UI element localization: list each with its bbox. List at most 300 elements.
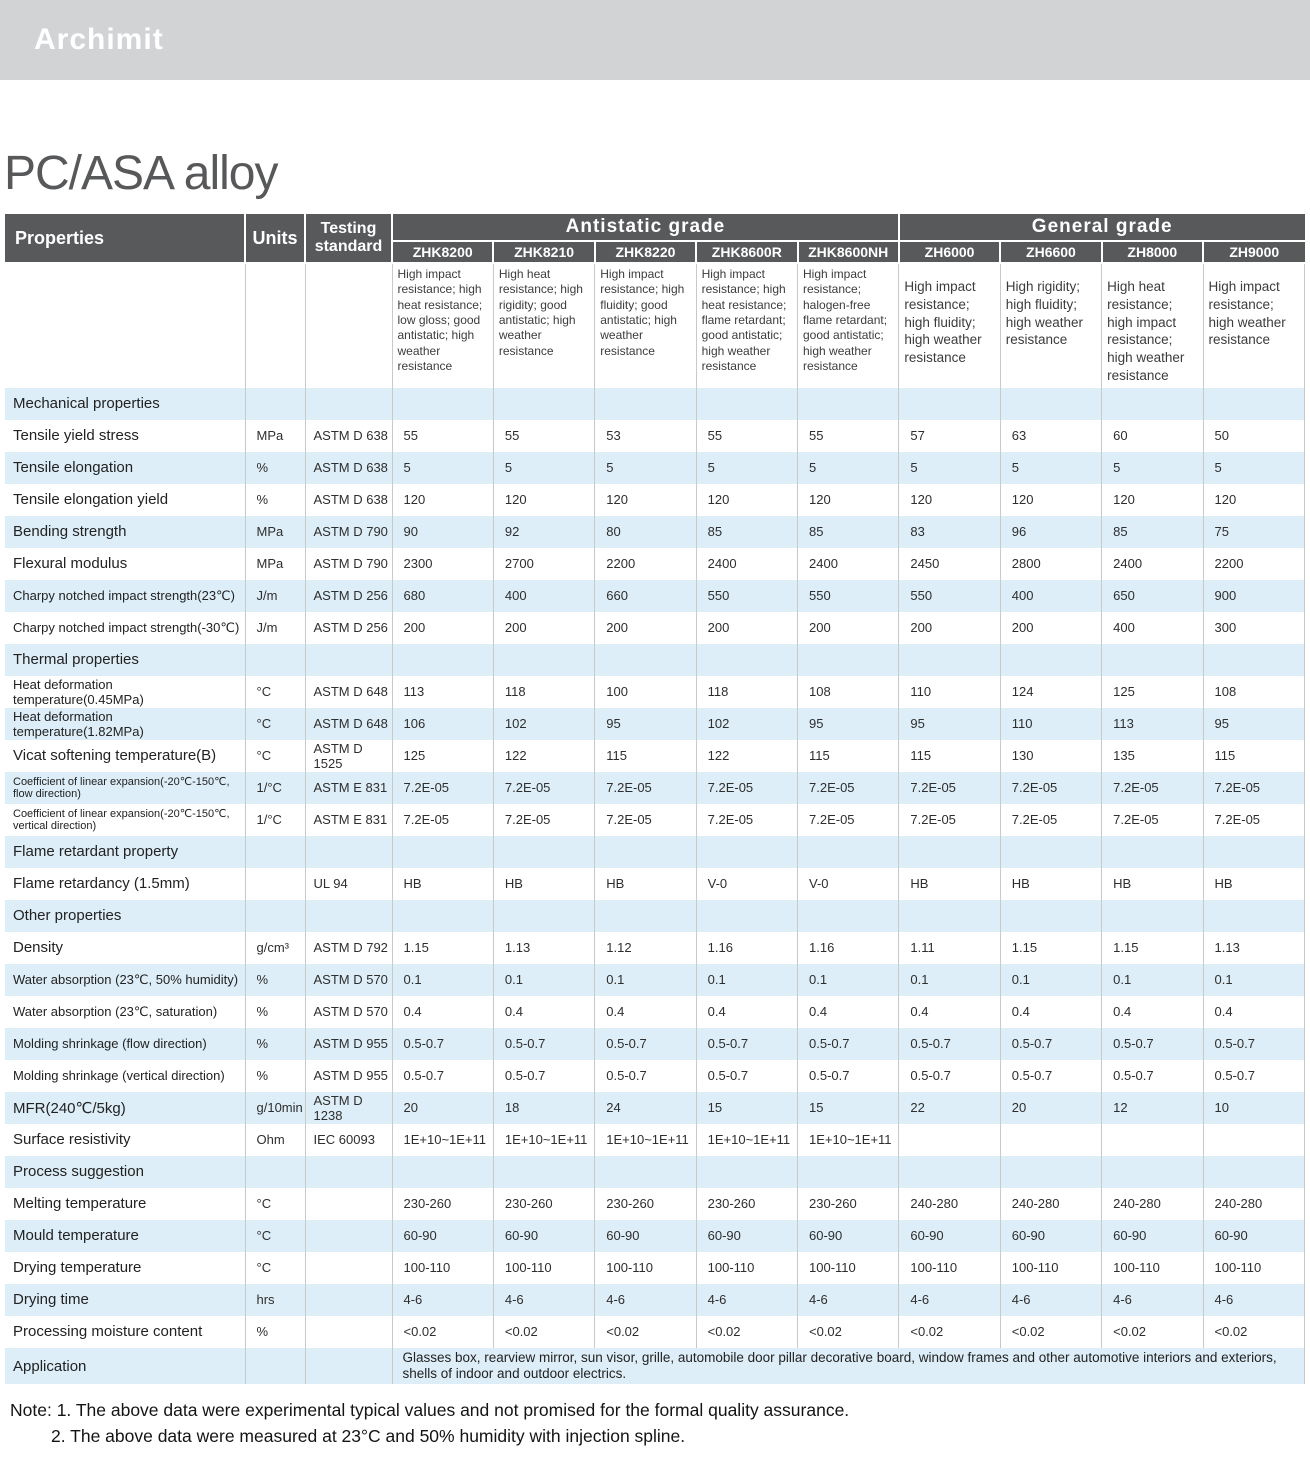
- value-cell: 2450: [899, 548, 1000, 580]
- value-cell: 0.5-0.7: [798, 1060, 899, 1092]
- empty-cell: [305, 388, 392, 420]
- value-cell: 7.2E-05: [696, 772, 797, 804]
- value-cell: 4-6: [798, 1284, 899, 1316]
- standard-cell: IEC 60093: [305, 1124, 392, 1156]
- empty-cell: [392, 644, 493, 676]
- product-column-header: ZH8000: [1102, 241, 1203, 263]
- product-column-header: ZH6600: [1000, 241, 1101, 263]
- value-cell: 96: [1000, 516, 1101, 548]
- standard-cell: ASTM D 638: [305, 452, 392, 484]
- value-cell: 0.5-0.7: [392, 1028, 493, 1060]
- col-header-testing-standard: Testing standard: [305, 214, 392, 263]
- value-cell: 7.2E-05: [798, 772, 899, 804]
- value-cell: 660: [595, 580, 696, 612]
- section-label: Process suggestion: [5, 1156, 245, 1188]
- value-cell: 7.2E-05: [392, 804, 493, 836]
- property-cell: Charpy notched impact strength(-30℃): [5, 612, 245, 644]
- value-cell: 5: [392, 452, 493, 484]
- value-cell: 115: [595, 740, 696, 772]
- value-cell: 60-90: [1000, 1220, 1101, 1252]
- property-cell: Bending strength: [5, 516, 245, 548]
- empty-cell: [899, 1156, 1000, 1188]
- value-cell: 95: [595, 708, 696, 740]
- value-cell: 7.2E-05: [1203, 804, 1305, 836]
- empty-cell: [1000, 1156, 1101, 1188]
- value-cell: 200: [493, 612, 594, 644]
- value-cell: 12: [1102, 1092, 1203, 1124]
- value-cell: 5: [1000, 452, 1101, 484]
- empty-cell: [595, 644, 696, 676]
- value-cell: 120: [1000, 484, 1101, 516]
- product-column-header: ZHK8220: [595, 241, 696, 263]
- value-cell: 50: [1203, 420, 1305, 452]
- empty-cell: [305, 900, 392, 932]
- property-cell: Water absorption (23℃, 50% humidity): [5, 964, 245, 996]
- value-cell: 2200: [1203, 548, 1305, 580]
- empty-cell: [245, 1156, 305, 1188]
- empty-cell: [1102, 836, 1203, 868]
- empty-cell: [1000, 388, 1101, 420]
- value-cell: <0.02: [493, 1316, 594, 1348]
- value-cell: 240-280: [1000, 1188, 1101, 1220]
- value-cell: 7.2E-05: [1102, 804, 1203, 836]
- empty-cell: [899, 388, 1000, 420]
- table-row: [5, 420, 1305, 452]
- value-cell: 1E+10~1E+11: [696, 1124, 797, 1156]
- empty-cell: [1203, 1156, 1305, 1188]
- value-cell: 7.2E-05: [595, 804, 696, 836]
- section-row: [5, 900, 1305, 932]
- value-cell: 5: [493, 452, 594, 484]
- value-cell: 60-90: [1102, 1220, 1203, 1252]
- empty-cell: [1000, 900, 1101, 932]
- value-cell: 2400: [798, 548, 899, 580]
- standard-cell: ASTM D 1525: [305, 740, 392, 772]
- value-cell: 108: [1203, 676, 1305, 708]
- value-cell: 20: [1000, 1092, 1101, 1124]
- value-cell: 900: [1203, 580, 1305, 612]
- value-cell: 4-6: [1102, 1284, 1203, 1316]
- value-cell: 680: [392, 580, 493, 612]
- unit-cell: %: [245, 964, 305, 996]
- value-cell: 2200: [595, 548, 696, 580]
- section-row: [5, 1156, 1305, 1188]
- value-cell: 1.12: [595, 932, 696, 964]
- property-cell: Drying temperature: [5, 1252, 245, 1284]
- product-column-header: ZHK8200: [392, 241, 493, 263]
- value-cell: 7.2E-05: [595, 772, 696, 804]
- value-cell: 4-6: [696, 1284, 797, 1316]
- value-cell: 240-280: [1102, 1188, 1203, 1220]
- property-cell: Heat deformation temperature(1.82MPa): [5, 708, 245, 740]
- value-cell: HB: [1102, 868, 1203, 900]
- standard-cell: ASTM E 831: [305, 772, 392, 804]
- property-cell: Flexural modulus: [5, 548, 245, 580]
- value-cell: 130: [1000, 740, 1101, 772]
- value-cell: 200: [899, 612, 1000, 644]
- value-cell: 100-110: [493, 1252, 594, 1284]
- unit-cell: g/cm³: [245, 932, 305, 964]
- value-cell: 0.5-0.7: [1000, 1028, 1101, 1060]
- value-cell: 1.16: [798, 932, 899, 964]
- table-row: [5, 1092, 1305, 1124]
- standard-cell: ASTM D 638: [305, 484, 392, 516]
- empty-cell: [493, 900, 594, 932]
- product-description-cell: High heat resistance; high rigidity; good antistatic; high weather resistance: [493, 263, 594, 388]
- standard-cell: ASTM D 256: [305, 580, 392, 612]
- value-cell: 0.5-0.7: [1203, 1060, 1305, 1092]
- table-row: [5, 740, 1305, 772]
- value-cell: 550: [696, 580, 797, 612]
- grade-group-header: Antistatic grade: [392, 214, 899, 241]
- value-cell: V-0: [696, 868, 797, 900]
- value-cell: 120: [899, 484, 1000, 516]
- value-cell: 95: [899, 708, 1000, 740]
- property-cell: Melting temperature: [5, 1188, 245, 1220]
- value-cell: 60-90: [493, 1220, 594, 1252]
- value-cell: 102: [493, 708, 594, 740]
- empty-cell: [696, 644, 797, 676]
- unit-cell: [245, 868, 305, 900]
- value-cell: HB: [899, 868, 1000, 900]
- value-cell: 120: [493, 484, 594, 516]
- page-title: PC/ASA alloy: [4, 147, 278, 200]
- value-cell: HB: [493, 868, 594, 900]
- empty-cell: [798, 388, 899, 420]
- standard-cell: ASTM D 790: [305, 548, 392, 580]
- standard-cell: [305, 1316, 392, 1348]
- value-cell: 60-90: [899, 1220, 1000, 1252]
- value-cell: 120: [595, 484, 696, 516]
- section-label: Flame retardant property: [5, 836, 245, 868]
- value-cell: 115: [899, 740, 1000, 772]
- value-cell: 110: [899, 676, 1000, 708]
- value-cell: 100-110: [1203, 1252, 1305, 1284]
- value-cell: 60-90: [798, 1220, 899, 1252]
- standard-cell: UL 94: [305, 868, 392, 900]
- property-cell: Flame retardancy (1.5mm): [5, 868, 245, 900]
- product-description-cell: High impact resistance; high heat resistance; low gloss; good antistatic; high weather resistance: [392, 263, 493, 388]
- value-cell: 5: [595, 452, 696, 484]
- value-cell: 55: [392, 420, 493, 452]
- product-column-header: ZHK8600NH: [798, 241, 899, 263]
- value-cell: <0.02: [595, 1316, 696, 1348]
- value-cell: 200: [798, 612, 899, 644]
- value-cell: 550: [899, 580, 1000, 612]
- value-cell: 100-110: [392, 1252, 493, 1284]
- value-cell: 1.15: [1000, 932, 1101, 964]
- value-cell: <0.02: [696, 1316, 797, 1348]
- value-cell: 5: [696, 452, 797, 484]
- value-cell: 90: [392, 516, 493, 548]
- value-cell: 4-6: [595, 1284, 696, 1316]
- standard-cell: ASTM D 792: [305, 932, 392, 964]
- value-cell: 85: [696, 516, 797, 548]
- table-row: [5, 1188, 1305, 1220]
- value-cell: 53: [595, 420, 696, 452]
- empty-cell: [595, 1156, 696, 1188]
- empty-cell: [798, 900, 899, 932]
- property-cell: Surface resistivity: [5, 1124, 245, 1156]
- empty-cell: [305, 644, 392, 676]
- standard-cell: [305, 1188, 392, 1220]
- value-cell: 4-6: [899, 1284, 1000, 1316]
- value-cell: 1.16: [696, 932, 797, 964]
- standard-cell: ASTM D 1238: [305, 1092, 392, 1124]
- empty-cell: [493, 1156, 594, 1188]
- empty-cell: [1203, 644, 1305, 676]
- value-cell: 0.5-0.7: [696, 1060, 797, 1092]
- value-cell: 118: [493, 676, 594, 708]
- empty-cell: [696, 900, 797, 932]
- value-cell: 0.5-0.7: [899, 1060, 1000, 1092]
- value-cell: 240-280: [1203, 1188, 1305, 1220]
- empty-cell: [798, 836, 899, 868]
- property-cell: Charpy notched impact strength(23℃): [5, 580, 245, 612]
- unit-cell: 1/°C: [245, 804, 305, 836]
- value-cell: <0.02: [1102, 1316, 1203, 1348]
- empty-cell: [245, 263, 305, 388]
- standard-cell: [305, 1284, 392, 1316]
- empty-cell: [595, 900, 696, 932]
- unit-cell: hrs: [245, 1284, 305, 1316]
- value-cell: 113: [392, 676, 493, 708]
- table-row: [5, 932, 1305, 964]
- unit-cell: °C: [245, 1252, 305, 1284]
- value-cell: 125: [1102, 676, 1203, 708]
- value-cell: 75: [1203, 516, 1305, 548]
- table-row: [5, 708, 1305, 740]
- value-cell: 60-90: [1203, 1220, 1305, 1252]
- value-cell: 0.5-0.7: [493, 1028, 594, 1060]
- value-cell: 118: [696, 676, 797, 708]
- note-line: Note: 1. The above data were experimental typical values and not promised for the formal quality assurance.: [10, 1400, 850, 1421]
- table-row: [5, 868, 1305, 900]
- product-column-header: ZH9000: [1203, 241, 1305, 263]
- value-cell: 230-260: [595, 1188, 696, 1220]
- value-cell: 7.2E-05: [1000, 772, 1101, 804]
- standard-cell: [305, 1348, 392, 1384]
- table-body: [5, 263, 1305, 1384]
- table-row: [5, 580, 1305, 612]
- value-cell: 92: [493, 516, 594, 548]
- table-row: [5, 1284, 1305, 1316]
- value-cell: 4-6: [1203, 1284, 1305, 1316]
- value-cell: 230-260: [493, 1188, 594, 1220]
- value-cell: 5: [1102, 452, 1203, 484]
- value-cell: 0.4: [392, 996, 493, 1028]
- standard-cell: [305, 1220, 392, 1252]
- unit-cell: °C: [245, 1188, 305, 1220]
- value-cell: 7.2E-05: [493, 772, 594, 804]
- value-cell: 4-6: [392, 1284, 493, 1316]
- empty-cell: [392, 1156, 493, 1188]
- value-cell: 400: [1000, 580, 1101, 612]
- product-description-cell: High impact resistance; halogen-free flame retardant; good antistatic; high weather resistance: [798, 263, 899, 388]
- value-cell: 200: [696, 612, 797, 644]
- value-cell: 0.5-0.7: [1102, 1028, 1203, 1060]
- value-cell: 122: [493, 740, 594, 772]
- value-cell: HB: [1000, 868, 1101, 900]
- value-cell: 0.1: [798, 964, 899, 996]
- value-cell: 7.2E-05: [1000, 804, 1101, 836]
- table-row: [5, 1252, 1305, 1284]
- value-cell: 120: [798, 484, 899, 516]
- property-cell: Mould temperature: [5, 1220, 245, 1252]
- unit-cell: MPa: [245, 420, 305, 452]
- value-cell: 7.2E-05: [1203, 772, 1305, 804]
- value-cell: HB: [595, 868, 696, 900]
- value-cell: 22: [899, 1092, 1000, 1124]
- value-cell: 10: [1203, 1092, 1305, 1124]
- value-cell: 0.5-0.7: [899, 1028, 1000, 1060]
- empty-cell: [1203, 900, 1305, 932]
- value-cell: 0.5-0.7: [595, 1028, 696, 1060]
- value-cell: 113: [1102, 708, 1203, 740]
- value-cell: 60: [1102, 420, 1203, 452]
- empty-cell: [493, 836, 594, 868]
- empty-cell: [1102, 644, 1203, 676]
- value-cell: 2400: [696, 548, 797, 580]
- empty-cell: [392, 900, 493, 932]
- value-cell: 400: [493, 580, 594, 612]
- value-cell: 110: [1000, 708, 1101, 740]
- value-cell: 0.4: [899, 996, 1000, 1028]
- property-cell: Drying time: [5, 1284, 245, 1316]
- unit-cell: Ohm: [245, 1124, 305, 1156]
- table-row: [5, 772, 1305, 804]
- section-label: Mechanical properties: [5, 388, 245, 420]
- value-cell: 240-280: [899, 1188, 1000, 1220]
- value-cell: HB: [392, 868, 493, 900]
- product-description-cell: High impact resistance; high weather resistance: [1203, 263, 1305, 388]
- property-cell: Vicat softening temperature(B): [5, 740, 245, 772]
- table-row: [5, 964, 1305, 996]
- section-row: [5, 644, 1305, 676]
- value-cell: 0.1: [595, 964, 696, 996]
- empty-cell: [5, 263, 245, 388]
- value-cell: [899, 1124, 1000, 1156]
- product-description-cell: High heat resistance; high impact resistance; high weather resistance: [1102, 263, 1203, 388]
- value-cell: 0.1: [1102, 964, 1203, 996]
- unit-cell: °C: [245, 708, 305, 740]
- property-cell: Molding shrinkage (flow direction): [5, 1028, 245, 1060]
- unit-cell: °C: [245, 676, 305, 708]
- value-cell: 100-110: [696, 1252, 797, 1284]
- product-column-header: ZH6000: [899, 241, 1000, 263]
- empty-cell: [1000, 644, 1101, 676]
- value-cell: 650: [1102, 580, 1203, 612]
- empty-cell: [1203, 388, 1305, 420]
- empty-cell: [305, 1156, 392, 1188]
- property-cell: Tensile elongation yield: [5, 484, 245, 516]
- value-cell: 55: [696, 420, 797, 452]
- standard-cell: ASTM D 955: [305, 1060, 392, 1092]
- unit-cell: J/m: [245, 580, 305, 612]
- col-header-properties: Properties: [5, 214, 245, 263]
- value-cell: 83: [899, 516, 1000, 548]
- unit-cell: MPa: [245, 516, 305, 548]
- empty-cell: [1102, 900, 1203, 932]
- spec-table: [5, 214, 1305, 1384]
- empty-cell: [245, 644, 305, 676]
- unit-cell: 1/°C: [245, 772, 305, 804]
- value-cell: 135: [1102, 740, 1203, 772]
- value-cell: 0.4: [595, 996, 696, 1028]
- value-cell: 100-110: [595, 1252, 696, 1284]
- notes: [10, 1398, 1310, 1449]
- empty-cell: [493, 388, 594, 420]
- value-cell: <0.02: [1203, 1316, 1305, 1348]
- table-row: [5, 804, 1305, 836]
- value-cell: 200: [1000, 612, 1101, 644]
- value-cell: 0.1: [493, 964, 594, 996]
- value-cell: <0.02: [798, 1316, 899, 1348]
- value-cell: 108: [798, 676, 899, 708]
- standard-cell: ASTM D 790: [305, 516, 392, 548]
- table-row: [5, 676, 1305, 708]
- value-cell: 5: [1203, 452, 1305, 484]
- product-description-cell: High impact resistance; high fluidity; high weather resistance: [899, 263, 1000, 388]
- value-cell: 0.4: [798, 996, 899, 1028]
- value-cell: V-0: [798, 868, 899, 900]
- value-cell: 0.1: [899, 964, 1000, 996]
- value-cell: 0.5-0.7: [1000, 1060, 1101, 1092]
- value-cell: 0.4: [696, 996, 797, 1028]
- value-cell: 55: [493, 420, 594, 452]
- unit-cell: %: [245, 484, 305, 516]
- value-cell: 230-260: [696, 1188, 797, 1220]
- table-row: [5, 612, 1305, 644]
- table-row: [5, 548, 1305, 580]
- value-cell: 1E+10~1E+11: [493, 1124, 594, 1156]
- value-cell: <0.02: [899, 1316, 1000, 1348]
- standard-cell: ASTM D 648: [305, 676, 392, 708]
- empty-cell: [305, 836, 392, 868]
- empty-cell: [595, 388, 696, 420]
- value-cell: 124: [1000, 676, 1101, 708]
- empty-cell: [899, 836, 1000, 868]
- value-cell: 55: [798, 420, 899, 452]
- standard-cell: ASTM D 570: [305, 996, 392, 1028]
- product-description-cell: High rigidity; high fluidity; high weather resistance: [1000, 263, 1101, 388]
- empty-cell: [899, 644, 1000, 676]
- table-row: [5, 484, 1305, 516]
- value-cell: 95: [798, 708, 899, 740]
- value-cell: 0.5-0.7: [493, 1060, 594, 1092]
- value-cell: 100: [595, 676, 696, 708]
- table-row: [5, 996, 1305, 1028]
- property-cell: Processing moisture content: [5, 1316, 245, 1348]
- brand-logo: Archimit: [34, 23, 164, 56]
- table-row: [5, 1124, 1305, 1156]
- property-cell: MFR(240℃/5kg): [5, 1092, 245, 1124]
- unit-cell: %: [245, 1028, 305, 1060]
- unit-cell: %: [245, 1060, 305, 1092]
- table-row: [5, 1348, 1305, 1384]
- value-cell: 100-110: [1000, 1252, 1101, 1284]
- value-cell: 125: [392, 740, 493, 772]
- product-description-cell: High impact resistance; high heat resistance; flame retardant; good antistatic; high weather resistance: [696, 263, 797, 388]
- product-column-header: ZHK8600R: [696, 241, 797, 263]
- empty-cell: [899, 900, 1000, 932]
- empty-cell: [696, 836, 797, 868]
- value-cell: [1000, 1124, 1101, 1156]
- value-cell: 0.1: [696, 964, 797, 996]
- property-cell: Molding shrinkage (vertical direction): [5, 1060, 245, 1092]
- value-cell: 7.2E-05: [899, 772, 1000, 804]
- value-cell: 7.2E-05: [899, 804, 1000, 836]
